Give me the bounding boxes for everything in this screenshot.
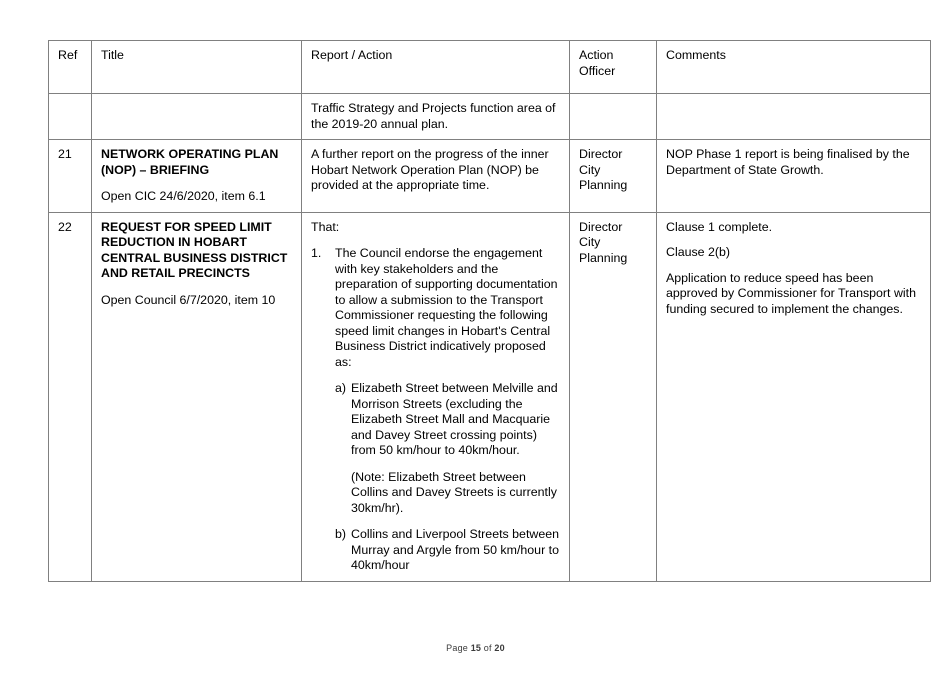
list-marker: b) <box>335 527 347 541</box>
page-footer <box>0 643 951 653</box>
title-heading: REQUEST FOR SPEED LIMIT REDUCTION IN HOBART CENTRAL BUSINESS DISTRICT AND RETAIL PRECINCTS <box>101 219 288 280</box>
title-source-reference: Open Council 6/7/2020, item 10 <box>101 292 276 307</box>
footer-middle: of <box>481 643 495 653</box>
comment-text: Clause 2(b) <box>666 245 731 259</box>
officer-line-2: City <box>579 235 601 249</box>
cell-report-action <box>302 212 570 581</box>
officer-line-3: Planning <box>579 250 628 265</box>
cell-report-action <box>302 140 570 213</box>
cell-ref: 22 <box>49 212 92 581</box>
comment-text: NOP Phase 1 report is being finalised by the Department of State Growth. <box>666 147 910 177</box>
officer-line-1: Director <box>579 147 623 161</box>
title-source-reference: Open CIC 24/6/2020, item 6.1 <box>101 189 266 203</box>
column-header-action-officer-line2: Officer <box>579 63 616 78</box>
list-item-text: The Council endorse the engagement with key stakeholders and the preparation of supporting documentation to allow a submission to the Transport Commissioner requesting the following speed limit changes in Hobart's Central Business District indicatively proposed as: <box>335 246 558 369</box>
cell-ref: 21 <box>49 140 92 213</box>
report-numbered-item-1 <box>311 246 561 370</box>
cell-action-officer <box>570 140 657 213</box>
cell-comments <box>657 140 931 213</box>
report-intro: That: <box>311 219 340 234</box>
cell-action-officer <box>570 94 657 140</box>
cell-action-officer <box>570 212 657 581</box>
table-row <box>49 212 931 581</box>
table-header <box>49 41 931 94</box>
list-marker: a) <box>335 381 347 395</box>
table-row <box>49 94 931 140</box>
comment-text: Application to reduce speed has been approved by Commissioner for Transport with funding secured to implement the changes. <box>666 270 916 316</box>
officer-line-2: City <box>579 162 601 177</box>
list-item-text: Elizabeth Street between Melville and Morrison Streets (excluding the Elizabeth Street Mall and Macquarie and Davey Street crossing points) from 50 km/hour to 40km/hour. <box>351 381 558 457</box>
action-items-table <box>48 40 931 582</box>
report-lettered-item-b <box>311 527 561 574</box>
table-row <box>49 140 931 213</box>
report-continuation-text: Traffic Strategy and Projects function area of the 2019-20 annual plan. <box>311 101 556 131</box>
column-header-report-action: Report / Action <box>302 41 570 94</box>
column-header-action-officer <box>570 41 657 94</box>
officer-line-1: Director <box>579 219 623 234</box>
table-header-row <box>49 41 931 94</box>
table-body <box>49 94 931 582</box>
report-note: (Note: Elizabeth Street between Collins and Davey Streets is currently 30km/hr). <box>351 469 557 515</box>
title-heading: NETWORK OPERATING PLAN (NOP) – BRIEFING <box>101 147 279 177</box>
cell-title <box>92 212 302 581</box>
comment-text: Clause 1 complete. <box>666 219 773 234</box>
cell-comments <box>657 212 931 581</box>
list-marker: 1. <box>311 246 322 260</box>
report-text: A further report on the progress of the inner Hobart Network Operation Plan (NOP) be provided at the appropriate time. <box>311 147 549 192</box>
cell-ref <box>49 94 92 140</box>
cell-title <box>92 94 302 140</box>
column-header-title: Title <box>92 41 302 94</box>
footer-total-pages: 20 <box>494 643 505 653</box>
officer-line-3: Planning <box>579 178 628 192</box>
cell-report-action <box>302 94 570 140</box>
column-header-comments: Comments <box>657 41 931 94</box>
footer-current-page: 15 <box>470 643 482 653</box>
list-item-text: Collins and Liverpool Streets between Murray and Argyle from 50 km/hour to 40km/hour <box>351 527 560 572</box>
column-header-ref: Ref <box>49 41 92 94</box>
column-header-action-officer-line1: Action <box>579 48 614 62</box>
cell-title <box>92 140 302 213</box>
cell-comments <box>657 94 931 140</box>
report-lettered-item-a <box>311 381 561 459</box>
footer-prefix: Page <box>446 643 471 653</box>
